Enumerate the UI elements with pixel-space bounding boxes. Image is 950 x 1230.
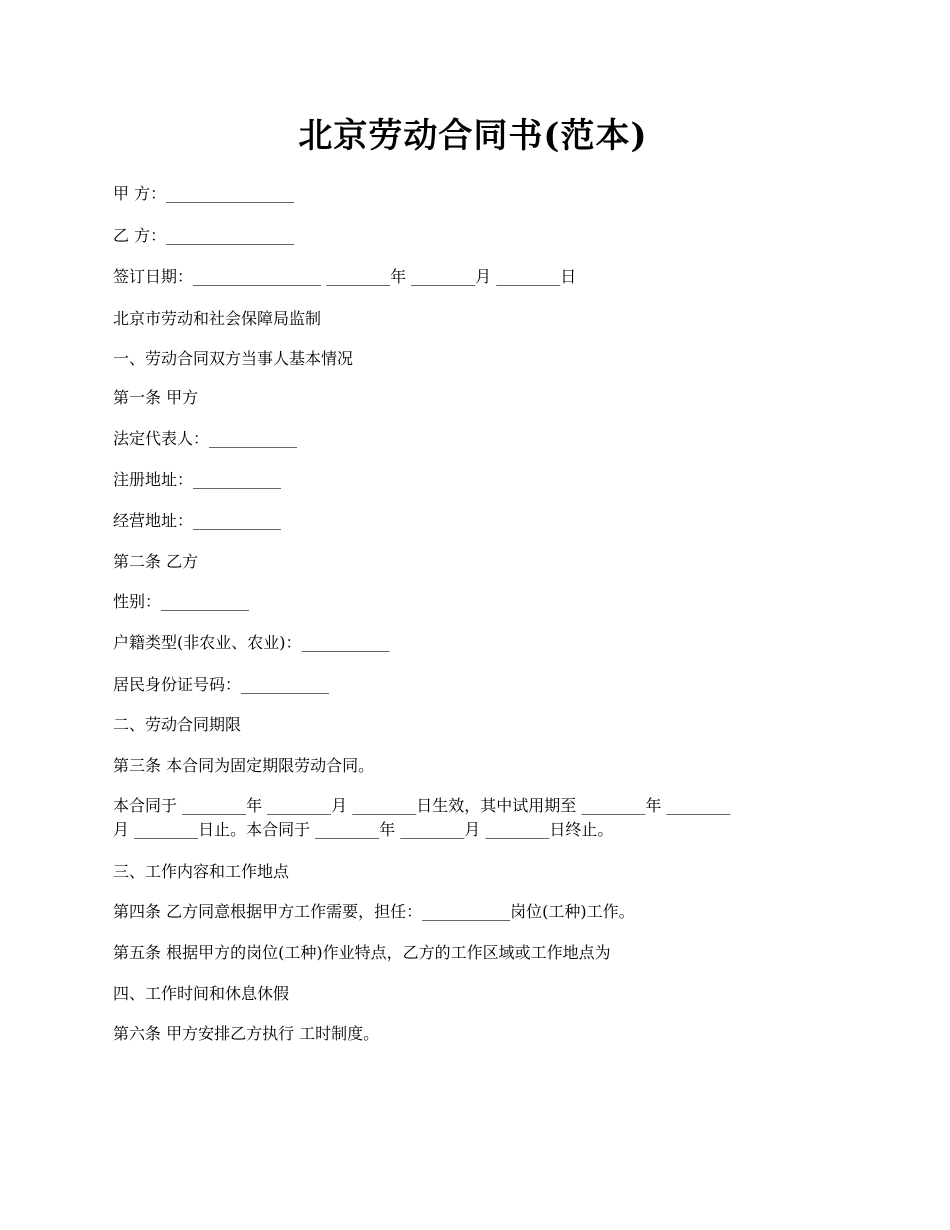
legal-representative-line: 法定代表人：___________ — [113, 429, 298, 448]
registered-address-line: 注册地址：___________ — [113, 470, 282, 489]
household-type-line: 户籍类型(非农业、农业)：___________ — [113, 633, 390, 652]
article-3-line: 第三条 本合同为固定期限劳动合同。 — [113, 756, 375, 775]
article-6-line: 第六条 甲方安排乙方执行 工时制度。 — [113, 1024, 380, 1043]
supervisor-line: 北京市劳动和社会保障局监制 — [113, 309, 322, 328]
business-address-line: 经营地址：___________ — [113, 511, 282, 530]
section-4-heading: 四、工作时间和休息休假 — [113, 984, 290, 1003]
contract-term-line-2: 月 ________日止。本合同于 ________年 ________月 ________日终止。 — [113, 820, 614, 839]
article-5-line: 第五条 根据甲方的岗位(工种)作业特点，乙方的工作区域或工作地点为 — [113, 943, 611, 962]
article-4-line: 第四条 乙方同意根据甲方工作需要，担任：___________岗位(工种)工作。 — [113, 902, 635, 921]
party-b-line: 乙 方：________________ — [113, 226, 295, 245]
article-2-heading: 第二条 乙方 — [113, 552, 199, 571]
section-1-heading: 一、劳动合同双方当事人基本情况 — [113, 349, 354, 368]
id-number-line: 居民身份证号码：___________ — [113, 675, 330, 694]
signing-date-line: 签订日期：________________ ________年 ________月 ________日 — [113, 267, 577, 286]
article-1-heading: 第一条 甲方 — [113, 388, 199, 407]
contract-term-line-1: 本合同于 ________年 ________月 ________日生效，其中试用期至 ________年 ________ — [113, 796, 731, 815]
section-3-heading: 三、工作内容和工作地点 — [113, 862, 290, 881]
party-a-line: 甲 方：________________ — [113, 184, 295, 203]
section-2-heading: 二、劳动合同期限 — [113, 715, 242, 734]
document-title: 北京劳动合同书(范本) — [298, 116, 648, 156]
gender-line: 性别：___________ — [113, 592, 250, 611]
